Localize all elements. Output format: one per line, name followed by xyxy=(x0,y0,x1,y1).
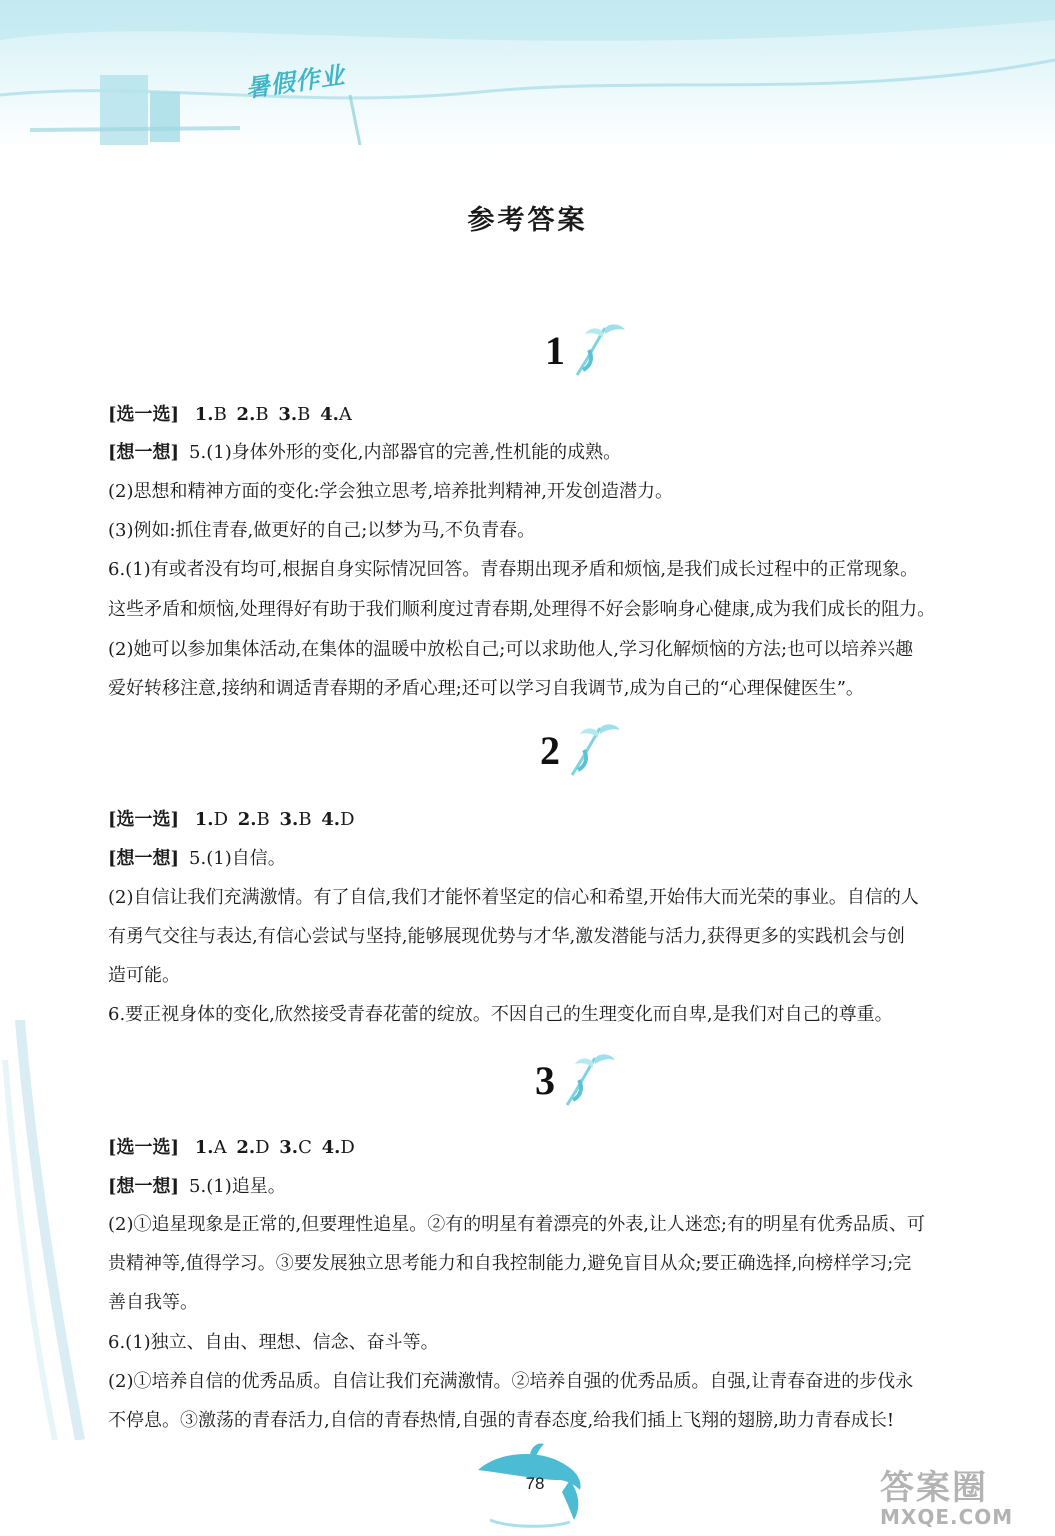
choose-tag: [选一选] xyxy=(108,404,180,425)
q-number: 1. xyxy=(194,809,214,830)
section-2-heading xyxy=(540,720,622,780)
choose-tag: [选一选] xyxy=(108,1137,180,1158)
section-2-choose-line xyxy=(108,808,1008,832)
choose-tag: [选一选] xyxy=(108,809,180,830)
answer: A xyxy=(213,1137,227,1158)
answer: B xyxy=(298,809,312,830)
answer-line: (2)①培养自信的优秀品质。自信让我们充满激情。②培养自强的优秀品质。自强,让青春奋进的步伐永 xyxy=(108,1371,914,1392)
header-banner xyxy=(0,0,1055,150)
answer-line: 爱好转移注意,接纳和调适青春期的矛盾心理;还可以学习自我调节,成为自己的“心理保健医生”。 xyxy=(108,678,864,699)
answer: B xyxy=(213,404,227,425)
think-tag: [想一想] xyxy=(108,442,180,463)
q-number: 1. xyxy=(194,404,214,425)
answer-text: 5.(1)自信。 xyxy=(189,848,286,869)
q-number: 2. xyxy=(236,404,256,425)
watermark-bottom: MXQE.COM xyxy=(880,1505,1014,1529)
q-number: 2. xyxy=(237,809,257,830)
banner-title: 暑假作业 xyxy=(243,61,347,103)
section-number: 3 xyxy=(535,1057,555,1103)
answer-line: 有勇气交往与表达,有信心尝试与坚持,能够展现优势与才华,激发潜能与活力,获得更多的实践机会与创 xyxy=(108,926,905,947)
palm-leaf-icon xyxy=(557,1050,617,1110)
left-wave-decoration xyxy=(0,1020,90,1440)
section-3-think-line xyxy=(108,1175,1008,1199)
answer-line: (2)自信让我们充满激情。有了自信,我们才能怀着坚定的信心和希望,开始伟大而光荣的事业。自信的人 xyxy=(108,887,919,908)
banner-wave-decoration xyxy=(0,0,1055,150)
answer-line: (2)思想和精神方面的变化:学会独立思考,培养批判精神,开发创造潜力。 xyxy=(108,481,674,502)
answer-text: 5.(1)追星。 xyxy=(189,1176,286,1197)
q-number: 4. xyxy=(321,809,341,830)
palm-leaf-icon xyxy=(562,720,622,780)
answer-line: 善自我等。 xyxy=(108,1292,198,1313)
q-number: 3. xyxy=(279,1137,299,1158)
answer-line: 贵精神等,值得学习。③要发展独立思考能力和自我控制能力,避免盲目从众;要正确选择,向榜样学习;完 xyxy=(108,1253,912,1274)
answer: D xyxy=(340,809,355,830)
watermark-top: 答案圈 xyxy=(880,1468,988,1508)
answer-line: 不停息。③激荡的青春活力,自信的青春热情,自强的青春态度,给我们插上飞翔的翅膀,助力青春成长! xyxy=(108,1410,895,1431)
answer: A xyxy=(338,404,352,425)
think-tag: [想一想] xyxy=(108,848,180,869)
answer: D xyxy=(213,809,229,830)
section-number: 1 xyxy=(545,327,565,373)
answer-line: (2)①追星现象是正常的,但要理性追星。②有的明星有着漂亮的外表,让人迷恋;有的明星有优秀品质、可 xyxy=(108,1214,926,1235)
section-1-choose-line xyxy=(108,403,1008,427)
q-number: 4. xyxy=(321,1137,341,1158)
answer: D xyxy=(255,1137,270,1158)
answer: D xyxy=(340,1137,355,1158)
answer-line: 6.(1)独立、自由、理想、信念、奋斗等。 xyxy=(108,1332,439,1353)
q-number: 1. xyxy=(194,1137,214,1158)
section-1-heading xyxy=(545,320,627,380)
answer: B xyxy=(297,404,311,425)
answer: B xyxy=(256,809,270,830)
page-number: 78 xyxy=(525,1474,545,1493)
page-title: 参考答案 xyxy=(467,205,588,236)
answer: C xyxy=(298,1137,312,1158)
answer: B xyxy=(255,404,269,425)
section-3-heading xyxy=(535,1050,617,1110)
q-number: 2. xyxy=(236,1137,256,1158)
q-number: 4. xyxy=(320,404,339,425)
q-number: 3. xyxy=(278,404,298,425)
answer-text: 5.(1)身体外形的变化,内部器官的完善,性机能的成熟。 xyxy=(189,442,622,463)
answer-line: (2)她可以参加集体活动,在集体的温暖中放松自己;可以求助他人,学习化解烦恼的方法;也可以培养兴趣 xyxy=(108,639,914,660)
q-number: 3. xyxy=(279,809,299,830)
answer-line: (3)例如:抓住青春,做更好的自己;以梦为马,不负青春。 xyxy=(108,520,536,541)
answer-line: 造可能。 xyxy=(108,965,180,986)
answer-line: 6.要正视身体的变化,欣然接受青春花蕾的绽放。不因自己的生理变化而自卑,是我们对自己的尊重。 xyxy=(108,1004,893,1025)
section-number: 2 xyxy=(540,727,560,773)
section-2-think-line xyxy=(108,847,1008,871)
palm-leaf-icon xyxy=(567,320,627,380)
answer-line: 6.(1)有或者没有均可,根据自身实际情况回答。青春期出现矛盾和烦恼,是我们成长过程中的正常现象。 xyxy=(108,559,919,580)
section-1-think-line xyxy=(108,441,1008,465)
watermark xyxy=(880,1460,1050,1530)
think-tag: [想一想] xyxy=(108,1176,180,1197)
answer-line: 这些矛盾和烦恼,处理得好有助于我们顺利度过青春期,处理得不好会影响身心健康,成为我们成长的阻力。 xyxy=(108,599,936,620)
section-3-choose-line xyxy=(108,1136,1008,1160)
